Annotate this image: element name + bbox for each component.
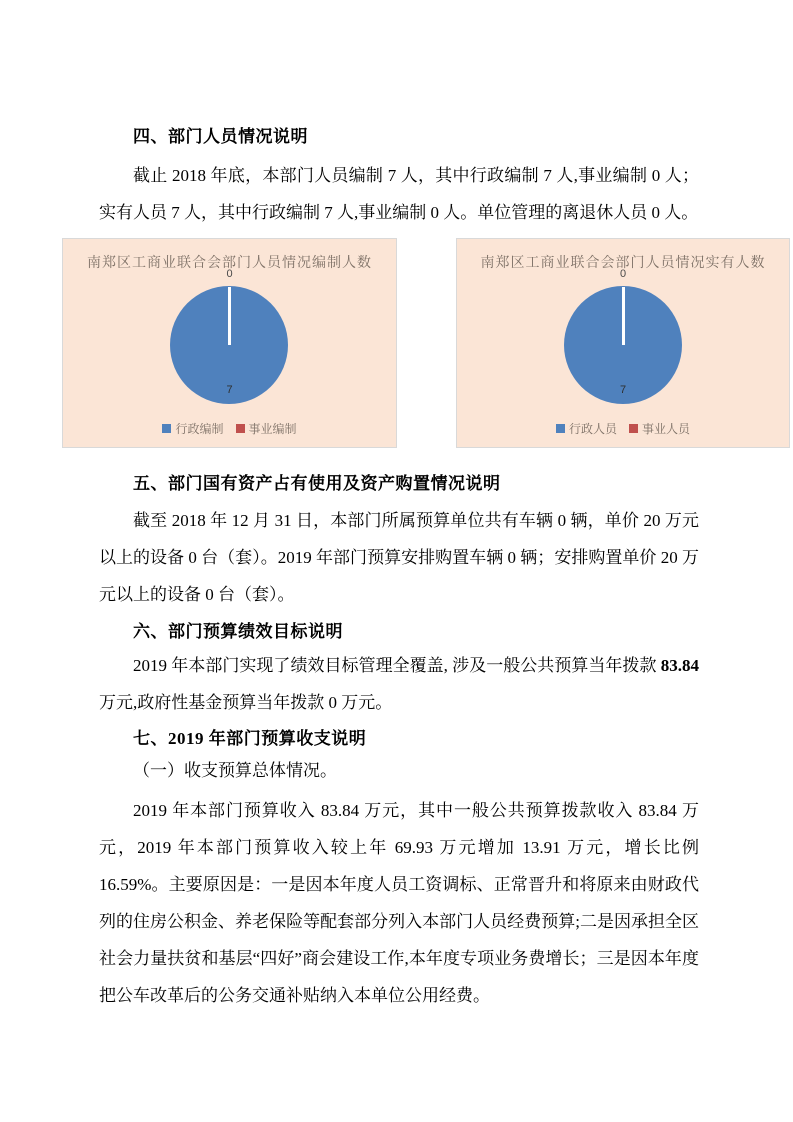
pie-chart-actual-staff: [456, 238, 790, 448]
chart-title: 南郑区工商业联合会部门人员情况实有人数: [480, 254, 766, 270]
legend-label: 行政人员: [568, 422, 617, 436]
legend-label: 行政编制: [175, 422, 224, 436]
section-5-heading: 五、部门国有资产占有使用及资产购置情况说明: [133, 474, 501, 493]
section-7-heading: 七、2019 年部门预算收支说明: [133, 729, 367, 748]
section-7-paragraph: 2019 年本部门预算收入 83.84 万元，其中一般公共预算拨款收入 83.84 万元，2019 年本部门预算收入较上年 69.93 万元增加 13.91 万元，增长比例 16.59%。主要原因是：一是因本年度人员工资调标、正常晋升和将原来由财政代列的住房公积金、养老保险等配套部分列入本部门人员经费预算;二是因承担全区社会力量扶贫和基层“四好”商会建设工作,本年度专项业务费增长；三是因本年度把公车改革后的公务交通补贴纳入本单位公用经费。: [99, 801, 699, 1005]
legend-label: 事业人员: [642, 422, 691, 436]
pie-data-label-seven: 7: [619, 384, 627, 396]
section-7-subheading: （一）收支预算总体情况。: [133, 761, 337, 780]
section-4-heading: 四、部门人员情况说明: [133, 127, 308, 146]
section-6-amount: 83.84: [660, 656, 699, 675]
section-4-paragraph: 截止 2018 年底，本部门人员编制 7 人，其中行政编制 7 人,事业编制 0 人；实有人员 7 人，其中行政编制 7 人,事业编制 0 人。单位管理的离退休人员 0 人。: [99, 166, 699, 222]
legend-swatch-admin: [556, 424, 565, 433]
legend-label: 事业编制: [248, 422, 297, 436]
legend-swatch-institution: [629, 424, 638, 433]
legend-swatch-institution: [236, 424, 245, 433]
chart-legend: [63, 420, 396, 437]
section-6-text-after: 万元,政府性基金预算当年拨款 0 万元。: [99, 693, 393, 712]
pie-slice-divider: [228, 287, 231, 345]
pie-data-label-seven: 7: [226, 384, 233, 396]
chart-title: 南郑区工商业联合会部门人员情况编制人数: [87, 254, 372, 270]
pie-slice-divider: [622, 287, 625, 345]
legend-item: [236, 420, 297, 437]
pie-data-label-zero: 0: [619, 268, 627, 280]
section-6-text-before: 2019 年本部门实现了绩效目标管理全覆盖, 涉及一般公共预算当年拨款: [133, 656, 661, 675]
legend-swatch-admin: [162, 424, 171, 433]
pie-chart-authorized-staff: [62, 238, 397, 448]
section-6-paragraph: [99, 647, 699, 721]
legend-item: [162, 420, 223, 437]
legend-item: [556, 420, 617, 437]
section-5-paragraph: 截至 2018 年 12 月 31 日，本部门所属预算单位共有车辆 0 辆，单价 20 万元以上的设备 0 台（套）。2019 年部门预算安排购置车辆 0 辆；安排购置单价 20 万元以上的设备 0 台（套）。: [99, 511, 699, 604]
pie-data-label-zero: 0: [226, 268, 233, 280]
legend-item: [629, 420, 690, 437]
section-6-heading: 六、部门预算绩效目标说明: [133, 622, 343, 641]
chart-legend: [457, 420, 789, 437]
